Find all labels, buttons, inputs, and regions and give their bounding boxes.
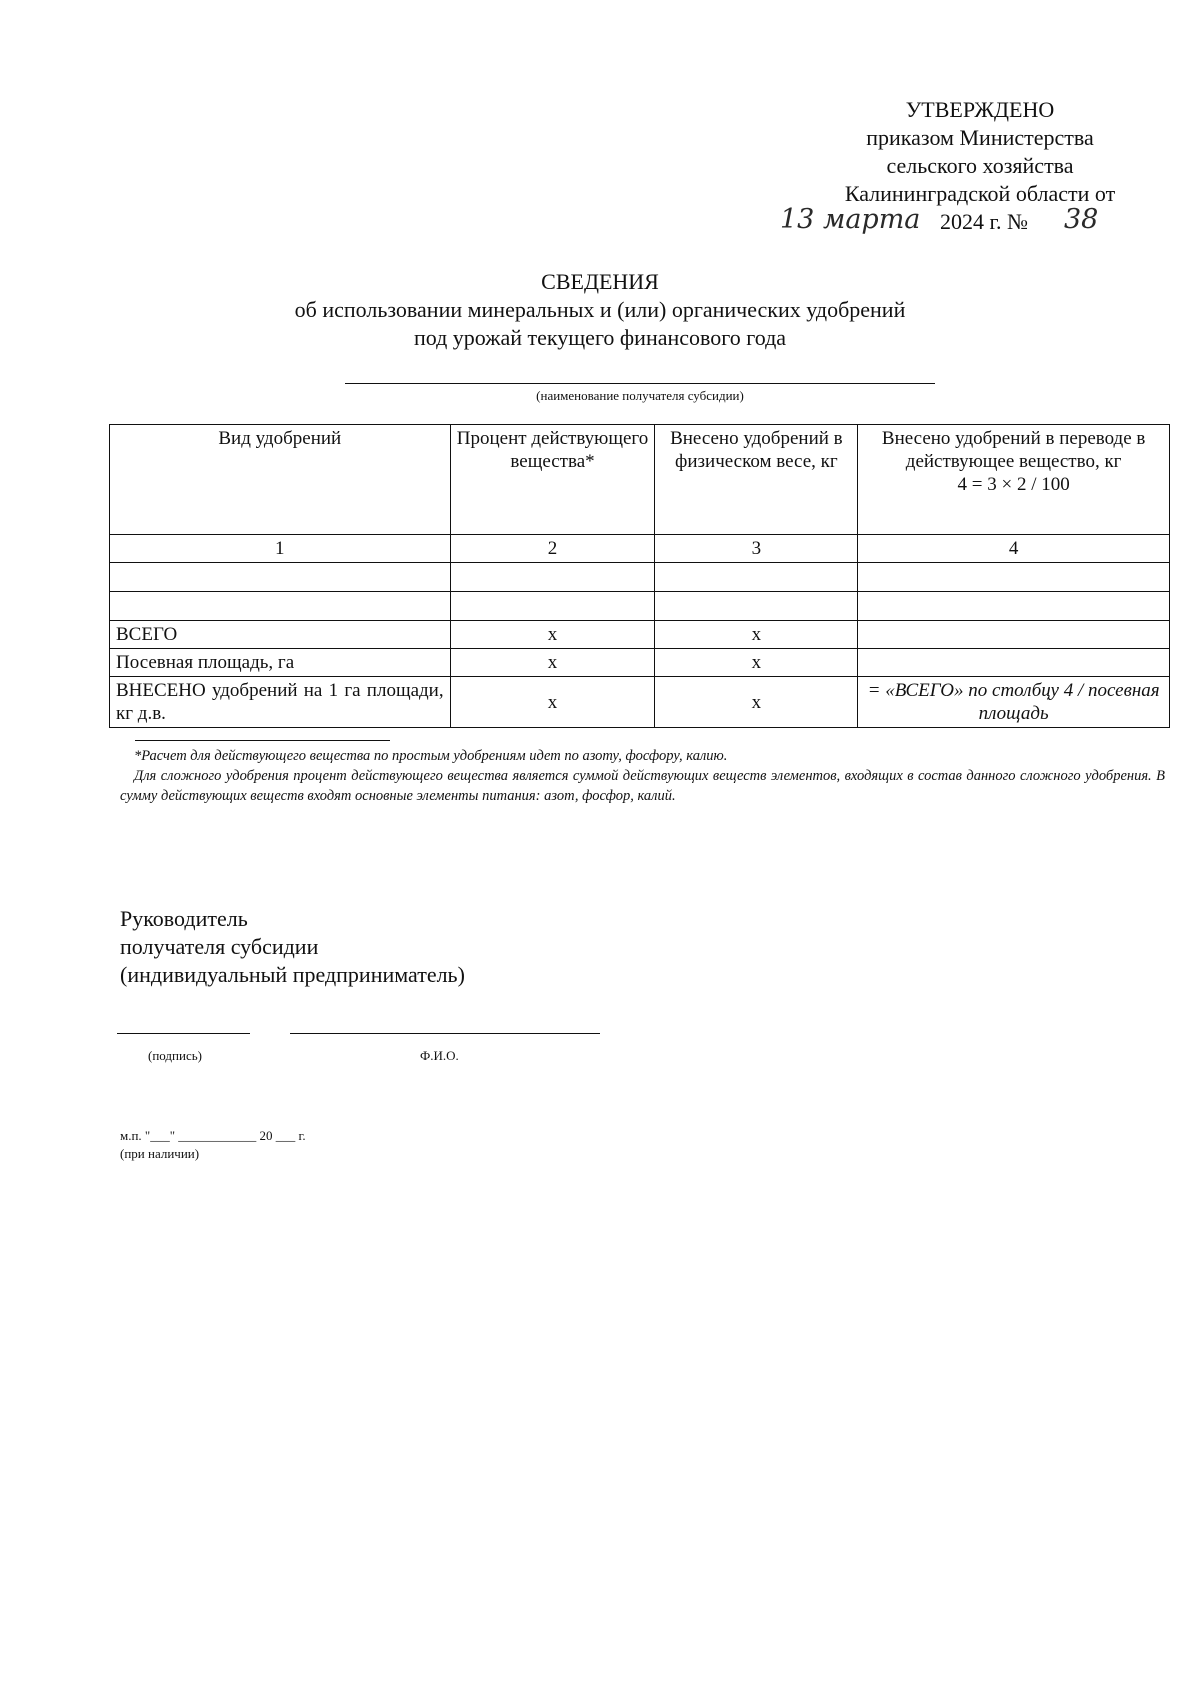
header-active-percent: Процент действующего вещества*: [450, 425, 655, 535]
table-cell: х: [655, 649, 858, 677]
table-header-row: [110, 425, 1170, 535]
table-row-total: [110, 621, 1170, 649]
table-row-per-ha: [110, 677, 1170, 728]
row-label: Посевная площадь, га: [110, 649, 451, 677]
full-name-caption: Ф.И.О.: [420, 1048, 459, 1063]
table-cell[interactable]: [858, 621, 1170, 649]
approval-date-year: 2024 г. №: [940, 209, 1029, 234]
handwritten-date-day: 13 марта: [780, 204, 921, 235]
table-cell: х: [450, 649, 655, 677]
row-label: ВНЕСЕНО удобрений на 1 га площади, кг д.в.: [110, 677, 451, 728]
table-cell-empty[interactable]: [110, 563, 451, 592]
document-subtitle-1: об использовании минеральных и (или) органических удобрений: [294, 297, 906, 322]
fertilizer-table: [109, 424, 1170, 728]
stamp-note: (при наличии): [120, 1146, 200, 1161]
header-formula: 4 = 3 × 2 / 100: [957, 474, 1070, 495]
table-cell-empty[interactable]: [858, 563, 1170, 592]
signature-field[interactable]: [117, 1033, 250, 1034]
document-subtitle-2: под урожай текущего финансового года: [413, 325, 787, 350]
approval-line-3: Калининградской области от: [844, 181, 1116, 206]
table-cell-empty[interactable]: [450, 563, 655, 592]
table-cell-empty[interactable]: [655, 563, 858, 592]
footnote-1: *Расчет для действующего вещества по простым удобрениям идет по азоту, фосфору, калию.: [134, 748, 728, 764]
table-cell-empty[interactable]: [110, 592, 451, 621]
table-cell: х: [655, 621, 858, 649]
approval-line-2: сельского хозяйства: [886, 153, 1074, 178]
full-name-field[interactable]: [290, 1033, 600, 1034]
table-cell: х: [450, 677, 655, 728]
signature-caption: (подпись): [148, 1048, 202, 1063]
table-row-area: [110, 649, 1170, 677]
table-row: [110, 563, 1170, 592]
table-row: [110, 592, 1170, 621]
approval-line-1: приказом Министерства: [866, 125, 1094, 150]
col-number: 4: [858, 535, 1170, 563]
row-label: ВСЕГО: [110, 621, 451, 649]
recipient-name-line[interactable]: [345, 383, 935, 384]
table-cell-empty[interactable]: [858, 592, 1170, 621]
recipient-caption: (наименование получателя субсидии): [536, 388, 744, 403]
stamp-date-line[interactable]: м.п. "___" ____________ 20 ___ г.: [120, 1128, 306, 1143]
col-number: 3: [655, 535, 858, 563]
footnote-divider: [135, 740, 390, 741]
table-cell-empty[interactable]: [655, 592, 858, 621]
handwritten-order-number: 38: [1064, 204, 1099, 235]
signature-line-2: получателя субсидии: [120, 934, 319, 959]
header-active-weight-text: Внесено удобрений в переводе в действующее вещество, кг: [881, 428, 1146, 472]
header-active-weight: [858, 425, 1170, 535]
col-number: 1: [110, 535, 451, 563]
signature-line-3: (индивидуальный предприниматель): [120, 962, 465, 987]
table-cell: х: [655, 677, 858, 728]
table-cell: х: [450, 621, 655, 649]
document-title: СВЕДЕНИЯ: [541, 269, 659, 294]
table-cell-empty[interactable]: [450, 592, 655, 621]
approval-title: УТВЕРЖДЕНО: [905, 97, 1055, 122]
footnote-2: Для сложного удобрения процент действующего вещества является суммой действующих веществ элементов, входящих в состав данного сложного удобрения. В сумму действующих веществ входят основные элементы питания: азот, фосфор, калий.: [120, 768, 1165, 804]
header-physical-weight: Внесено удобрений в физическом весе, кг: [655, 425, 858, 535]
signature-line-1: Руководитель: [120, 906, 248, 931]
approval-date: [780, 204, 1170, 238]
header-fertilizer-type: Вид удобрений: [110, 425, 451, 535]
column-number-row: [110, 535, 1170, 563]
table-cell-formula: = «ВСЕГО» по столбцу 4 / посевная площадь: [858, 677, 1170, 728]
col-number: 2: [450, 535, 655, 563]
approval-block: [780, 96, 1170, 238]
table-cell[interactable]: [858, 649, 1170, 677]
